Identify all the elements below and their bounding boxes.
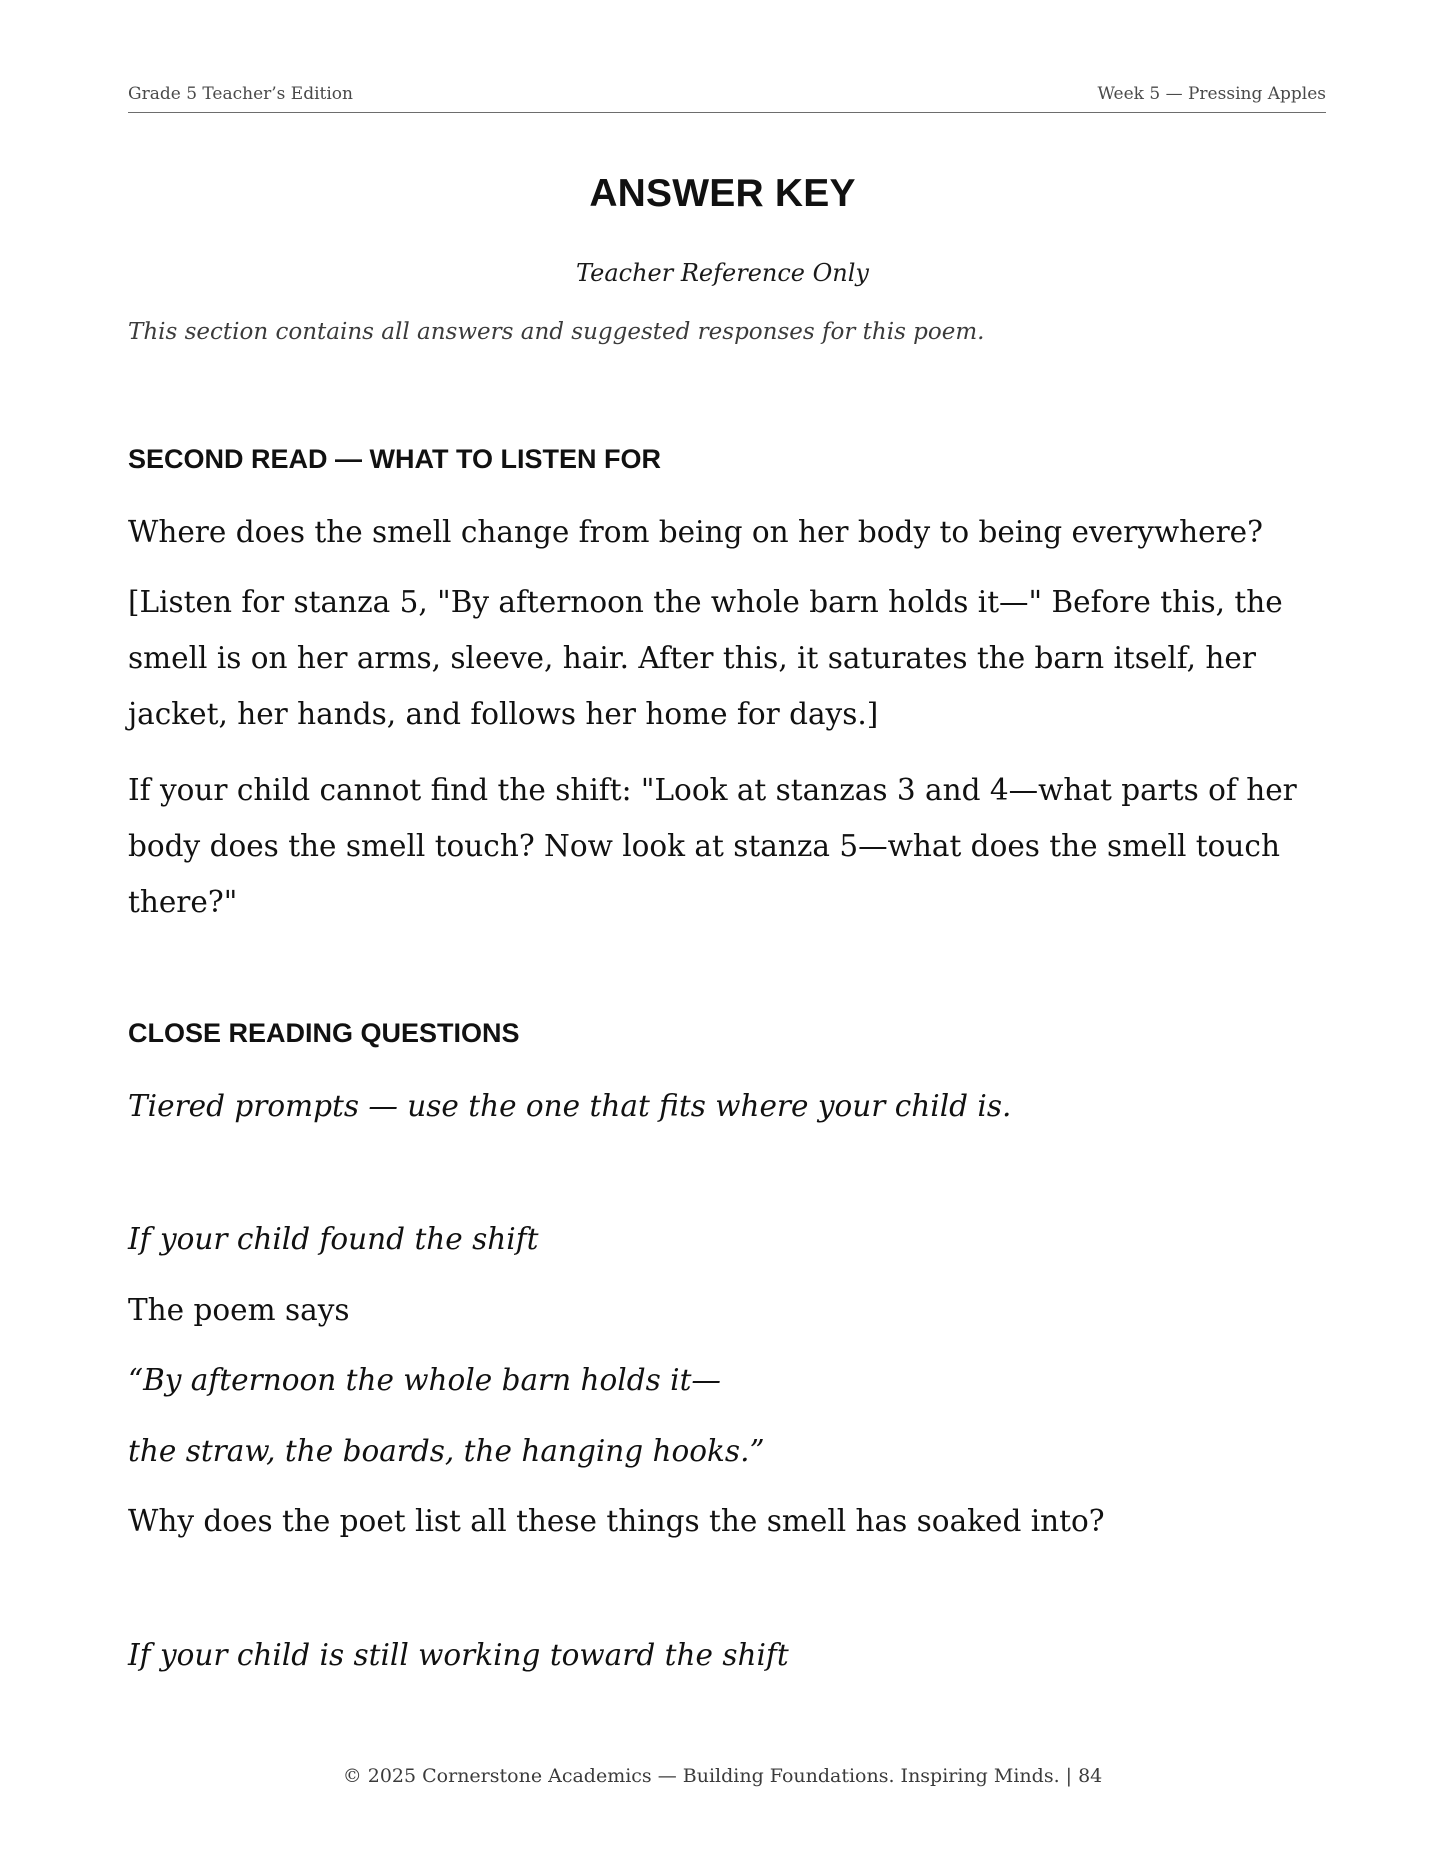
tier1-question: Why does the poet list all these things the smell has soaked into?: [128, 1504, 1105, 1538]
page-footer: © 2025 Cornerstone Academics — Building Foundations. Inspiring Minds. | 84: [342, 1765, 1103, 1787]
close-reading-intro: Tiered prompts — use the one that fits where your child is.: [128, 1089, 1012, 1123]
header-week-title: Week 5 — Pressing Apples: [1097, 84, 1326, 104]
second-read-answer: [Listen for stanza 5, "By afternoon the whole barn holds it—" Before this, the smell is on her arms, sleeve, hair. After this, it saturates the barn itself, her jacket, her hands, and follows her home for days.]: [128, 585, 1283, 731]
second-read-support: If your child cannot find the shift: "Look at stanzas 3 and 4—what parts of her body does the smell touch? Now look at stanza 5—what does the smell touch there?": [128, 773, 1297, 919]
poem-says-text: The poem says: [128, 1293, 350, 1327]
page-subtitle: Teacher Reference Only: [576, 259, 869, 287]
poem-quote-line-1: “By afternoon the whole barn holds it—: [128, 1363, 721, 1397]
tier2-label: If your child is still working toward the shift: [128, 1638, 789, 1672]
second-read-heading: SECOND READ — WHAT TO LISTEN FOR: [128, 444, 661, 474]
tier1-label: If your child found the shift: [128, 1222, 539, 1256]
page-title: ANSWER KEY: [589, 172, 856, 215]
poem-quote-line-2: the straw, the boards, the hanging hooks.”: [128, 1434, 765, 1468]
close-reading-heading: CLOSE READING QUESTIONS: [128, 1018, 520, 1048]
intro-note: This section contains all answers and suggested responses for this poem.: [128, 319, 985, 345]
header-grade-edition: Grade 5 Teacher’s Edition: [128, 84, 353, 104]
second-read-question: Where does the smell change from being on her body to being everywhere?: [128, 515, 1263, 549]
running-header: [128, 84, 1326, 113]
